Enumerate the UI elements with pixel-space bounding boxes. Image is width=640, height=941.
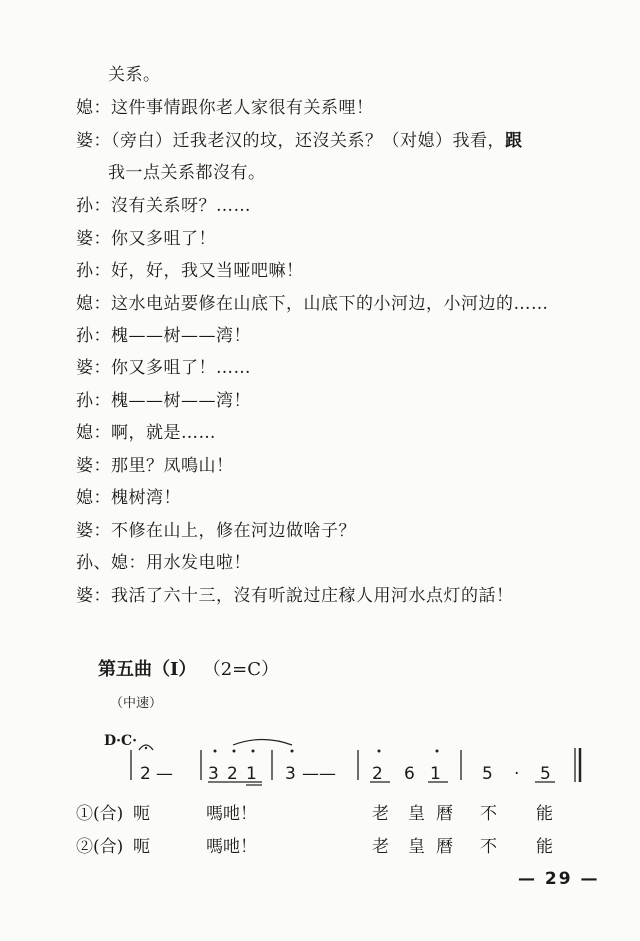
dialogue-line	[76, 357, 251, 379]
dialogue-text: 我活了六十三，沒有听說过庄稼人用河水点灯的話！	[111, 586, 514, 606]
note: 5	[540, 764, 551, 784]
dialogue-line	[76, 585, 514, 607]
lyric-word: 老	[372, 837, 389, 857]
dialogue-line	[76, 487, 181, 509]
note: 6	[404, 764, 415, 784]
note: 5	[482, 764, 493, 784]
da-capo-marking: D·C·	[104, 733, 138, 749]
lyric-word: 曆	[436, 837, 453, 857]
note: 1	[430, 764, 441, 784]
lyric-word: 嗎吔！	[206, 804, 257, 824]
dialogue-line	[76, 97, 374, 119]
dialogue-line	[76, 130, 523, 152]
dialogue-text: 好，好，我又当哑吧嘛！	[111, 261, 304, 281]
dialogue-line	[76, 195, 251, 217]
note: ——	[302, 764, 336, 784]
lyric-word: 呃	[133, 837, 150, 857]
dialogue-text: 槐树湾！	[111, 488, 181, 508]
page-number: — 29 —	[518, 869, 600, 889]
dialogue-line	[76, 422, 216, 444]
speaker-label: 孙：	[76, 261, 111, 281]
dialogue-line	[108, 162, 266, 184]
lyric-word: 不	[480, 804, 497, 824]
dialogue-line	[76, 520, 356, 542]
dialogue-text: 不修在山上，修在河边做啥子？	[111, 521, 356, 541]
dialogue-text: 这水电站要修在山底下，山底下的小河边，小河边的……	[111, 294, 549, 314]
tempo-marking: （中速）	[110, 696, 163, 711]
section-title	[98, 655, 279, 681]
dialogue-text: 沒有关系呀？……	[111, 196, 251, 216]
emphasis-text: 跟	[505, 131, 523, 151]
dialogue-line	[108, 64, 161, 86]
dialogue-text: 那里？凤鳴山！	[111, 456, 234, 476]
note: ·	[514, 764, 520, 784]
lyric-word: 能	[536, 837, 553, 857]
dialogue-text: 我一点关系都沒有。	[108, 163, 266, 183]
speaker-label: 孙、媳：	[76, 553, 146, 573]
lyric-verse-number: ②(合)	[76, 837, 124, 857]
lyric-word: 嗎吔！	[206, 837, 257, 857]
dialogue-text: （旁白）迁我老汉的坟，还沒关系？（对媳）我看，	[111, 131, 505, 151]
speaker-label: 孙：	[76, 196, 111, 216]
speaker-label: 孙：	[76, 326, 111, 346]
speaker-label: 婆：	[76, 358, 111, 378]
dialogue-line	[76, 455, 234, 477]
dialogue-text: 关系。	[108, 65, 161, 85]
speaker-label: 婆：	[76, 521, 111, 541]
dialogue-text: 你又多咀了！	[111, 229, 216, 249]
notation-notes	[0, 740, 640, 790]
lyric-verse-number: ①(合)	[76, 804, 124, 824]
speaker-label: 婆：	[76, 131, 111, 151]
speaker-label: 媳：	[76, 423, 111, 443]
dialogue-text: 槐——树——湾！	[111, 326, 251, 346]
speaker-label: 媳：	[76, 294, 111, 314]
lyric-word: 皇	[408, 804, 425, 824]
dialogue-line	[76, 390, 251, 412]
note: 2	[372, 764, 383, 784]
lyric-word: 不	[480, 837, 497, 857]
dialogue-line	[76, 552, 251, 574]
score-title: 第五曲（Ⅰ）	[98, 659, 197, 680]
lyric-word: 皇	[408, 837, 425, 857]
dialogue-text: 用水发电啦！	[146, 553, 251, 573]
dialogue-text: 啊，就是……	[111, 423, 216, 443]
speaker-label: 婆：	[76, 586, 111, 606]
speaker-label: 媳：	[76, 98, 111, 118]
speaker-label: 婆：	[76, 456, 111, 476]
lyric-word: 老	[372, 804, 389, 824]
speaker-label: 媳：	[76, 488, 111, 508]
note: 3	[208, 764, 219, 784]
lyric-word: 能	[536, 804, 553, 824]
dialogue-line	[76, 325, 251, 347]
dialogue-line	[76, 228, 216, 250]
speaker-label: 婆：	[76, 229, 111, 249]
dialogue-text: 槐——树——湾！	[111, 391, 251, 411]
lyric-word: 呃	[133, 804, 150, 824]
score-key: （2=C）	[202, 659, 280, 680]
note: —	[156, 764, 173, 784]
dialogue-text: 这件事情跟你老人家很有关系哩！	[111, 98, 374, 118]
note: 3	[285, 764, 296, 784]
dialogue-text: 你又多咀了！……	[111, 358, 251, 378]
dialogue-line	[76, 293, 549, 315]
note: 1	[246, 764, 257, 784]
dialogue-line	[76, 260, 304, 282]
lyric-word: 曆	[436, 804, 453, 824]
note: 2	[227, 764, 238, 784]
speaker-label: 孙：	[76, 391, 111, 411]
note: 2	[140, 764, 151, 784]
